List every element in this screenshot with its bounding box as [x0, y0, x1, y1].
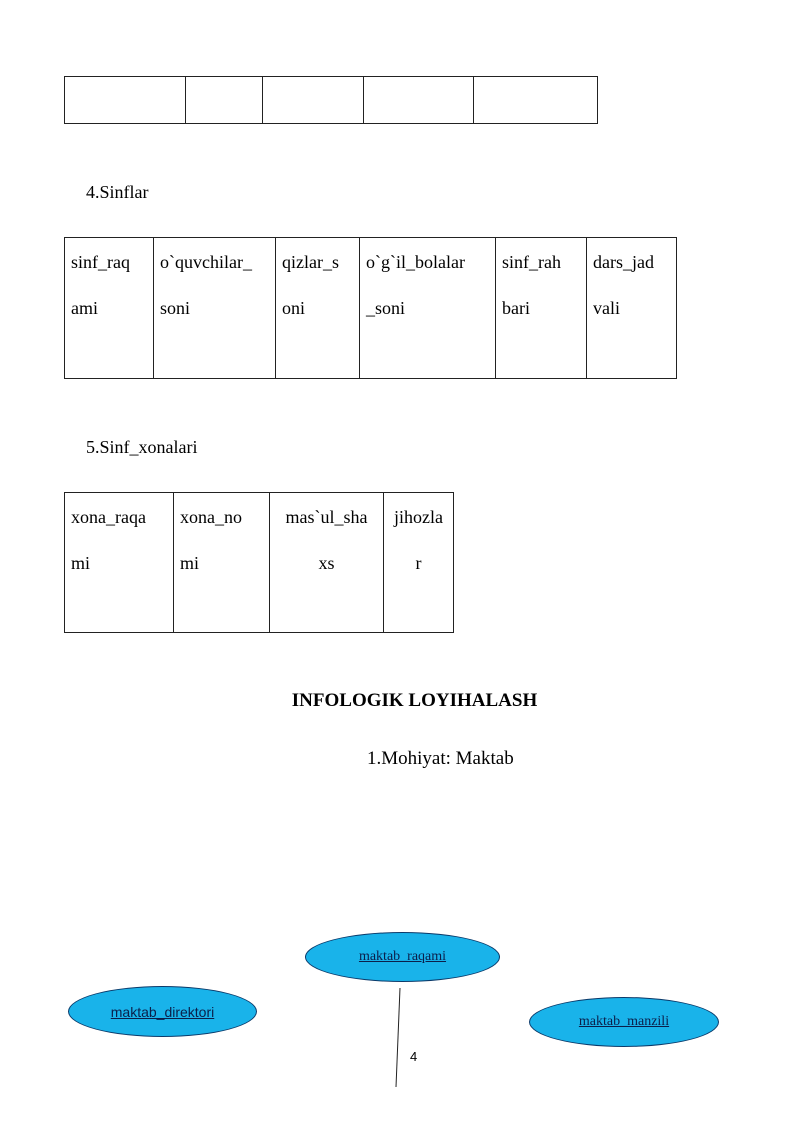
cell-line: xona_raqa [71, 507, 146, 527]
cell-line: qizlar_s [282, 252, 339, 272]
cell-line: mi [180, 553, 200, 573]
section-title: INFOLOGIK LOYIHALASH [291, 690, 538, 711]
attribute-maktab-raqami: maktab_raqami [305, 932, 500, 982]
cell-line: xs [318, 553, 335, 573]
cell-line: mas`ul_sha [285, 507, 368, 527]
cell-line: mi [71, 553, 91, 573]
cell-line: sinf_rah [502, 252, 561, 272]
cell-line: sinf_raq [71, 252, 130, 272]
attribute-maktab-manzili: maktab_manzili [529, 997, 719, 1047]
section-heading-sinflar: 4.Sinflar [86, 182, 149, 202]
entity-title: 1.Mohiyat: Maktab [367, 748, 514, 769]
cell-line: oni [282, 298, 306, 318]
section-heading-sinf-xonalari: 5.Sinf_xonalari [86, 437, 198, 457]
cell-line: ami [71, 298, 98, 318]
cell-line: _soni [366, 298, 406, 318]
cell-line: bari [502, 298, 530, 318]
cell-line: o`g`il_bolalar [366, 252, 465, 272]
cell-line: o`quvchilar_ [160, 252, 252, 272]
cell-line: jihozla [394, 507, 443, 527]
attribute-maktab-direktori: maktab_direktori [68, 986, 257, 1037]
cell-line: vali [593, 298, 620, 318]
cell-line: r [415, 553, 422, 573]
cell-line: dars_jad [593, 252, 654, 272]
cell-line: soni [160, 298, 191, 318]
page-number: 4 [410, 1049, 418, 1064]
cell-line: xona_no [180, 507, 242, 527]
connector-line [396, 988, 400, 1087]
